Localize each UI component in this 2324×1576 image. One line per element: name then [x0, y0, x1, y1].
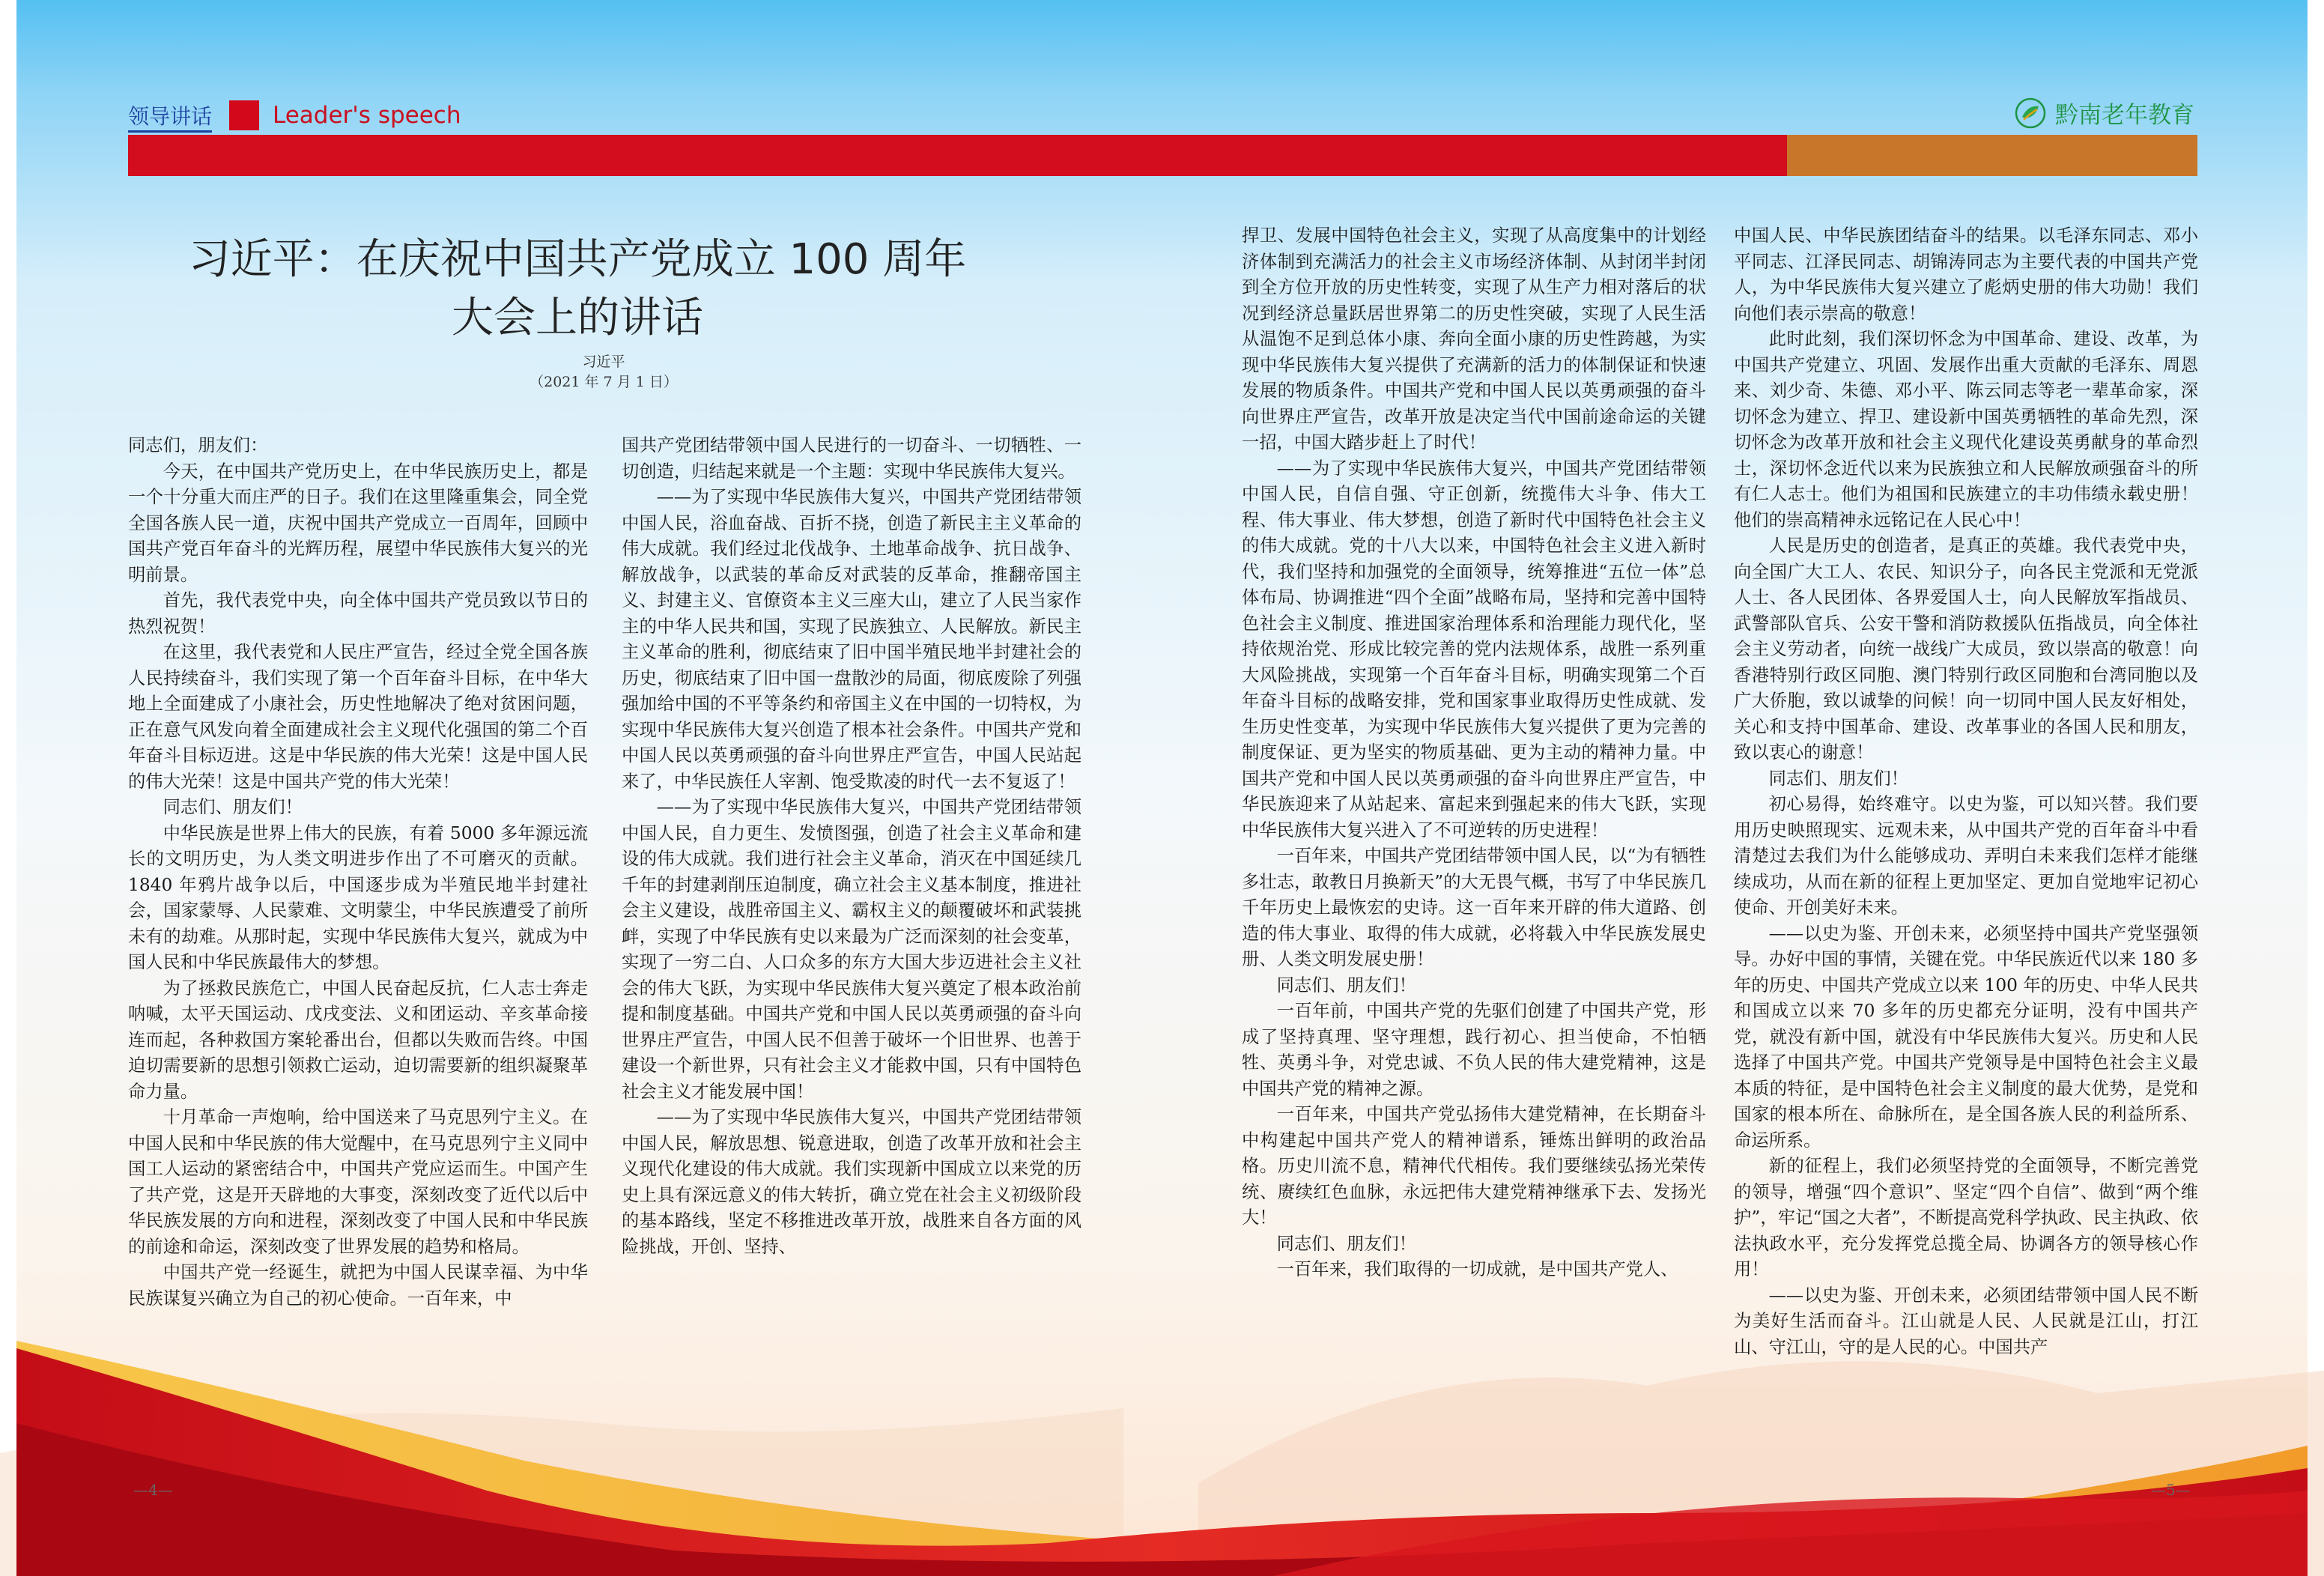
speech-date: （2021 年 7 月 1 日）: [530, 374, 678, 390]
byline: [128, 352, 1079, 393]
paragraph: 此时此刻，我们深切怀念为中国革命、建设、改革，为中国共产党建立、巩固、发展作出重大贡献的毛泽东、周恩来、刘少奇、朱德、邓小平、陈云同志等老一辈革命家，深切怀念为建立、捍卫、建设新中国英勇牺牲的革命先烈，深切怀念为改革开放和社会主义现代化建设英勇献身的革命烈士，深切怀念近代以来为民族独立和人民解放顽强奋斗的所有仁人志士。他们为祖国和民族建立的丰功伟绩永载史册！他们的崇高精神永远铭记在人民心中！: [1734, 329, 2198, 530]
paragraph: 同志们、朋友们！: [1768, 768, 1908, 789]
paragraph: 十月革命一声炮响，给中国送来了马克思列宁主义。在中国人民和中华民族的伟大觉醒中，在马克思列宁主义同中国工人运动的紧密结合中，中国共产党应运而生。中国产生了共产党，这是开天辟地的大事变，深刻改变了近代以后中华民族发展的方向和进程，深刻改变了中国人民和中华民族的前途和命运，深刻改变了世界发展的趋势和格局。: [128, 1107, 588, 1257]
brand: [2015, 96, 2194, 130]
text-column-3: [1242, 223, 1706, 1283]
paragraph: 中国人民、中华民族团结奋斗的结果。以毛泽东同志、邓小平同志、江泽民同志、胡锦涛同志为主要代表的中国共产党人，为中华民族伟大复兴建立了彪炳史册的伟大功勋！我们向他们表示崇高的敬意！: [1734, 225, 2198, 324]
paragraph: 为了拯救民族危亡，中国人民奋起反抗，仁人志士奔走呐喊，太平天国运动、戊戌变法、义和团运动、辛亥革命接连而起，各种救国方案轮番出台，但都以失败而告终。中国迫切需要新的思想引领救亡运动，迫切需要新的组织凝聚革命力量。: [128, 978, 588, 1102]
paragraph: 人民是历史的创造者，是真正的英雄。我代表党中央，向全国广大工人、农民、知识分子，向各民主党派和无党派人士、各人民团体、各界爱国人士，向人民解放军指战员、武警部队官兵、公安干警和消防救援队伍指战员，向全体社会主义劳动者，向统一战线广大成员，致以崇高的敬意！向香港特别行政区同胞、澳门特别行政区同胞和台湾同胞以及广大侨胞，致以诚挚的问候！向一切同中国人民友好相处，关心和支持中国革命、建设、改革事业的各国人民和朋友，致以衷心的谢意！: [1734, 536, 2198, 763]
paragraph: ——为了实现中华民族伟大复兴，中国共产党团结带领中国人民，自信自强、守正创新，统揽伟大斗争、伟大工程、伟大事业、伟大梦想，创造了新时代中国特色社会主义的伟大成就。党的十八大以来，中国特色社会主义进入新时代，我们坚持和加强党的全面领导，统筹推进“五位一体”总体布局、协调推进“四个全面”战略布局，坚持和完善中国特色社会主义制度、推进国家治理体系和治理能力现代化，坚持依规治党、形成比较完善的党内法规体系，战胜一系列重大风险挑战，实现第一个百年奋斗目标，明确实现第二个百年奋斗目标的战略安排，党和国家事业取得历史性成就、发生历史性变革，为实现中华民族伟大复兴提供了更为完善的制度保证、更为坚实的物质基础、更为主动的精神力量。中国共产党和中国人民以英勇顽强的奋斗向世界庄严宣告，中华民族迎来了从站起来、富起来到强起来的伟大飞跃，实现中华民族伟大复兴进入了不可逆转的历史进程！: [1242, 458, 1706, 840]
paragraph: 一百年前，中国共产党的先驱们创建了中国共产党，形成了坚持真理、坚守理想，践行初心、担当使命，不怕牺牲、英勇斗争，对党忠诚、不负人民的伟大建党精神，这是中国共产党的精神之源。: [1242, 1001, 1706, 1099]
paragraph: 中华民族是世界上伟大的民族，有着 5000 多年源远流长的文明历史，为人类文明进步作出了不可磨灭的贡献。1840 年鸦片战争以后，中国逐步成为半殖民地半封建社会，国家蒙辱、人民蒙难、文明蒙尘，中华民族遭受了前所未有的劫难。从那时起，实现中华民族伟大复兴，就成为中国人民和中华民族最伟大的梦想。: [128, 822, 588, 972]
header-bar-orange: [1787, 135, 2197, 176]
paragraph: 同志们、朋友们！: [1276, 1233, 1416, 1254]
brand-name: 黔南老年教育: [2055, 102, 2194, 129]
paragraph: 一百年来，中国共产党弘扬伟大建党精神，在长期奋斗中构建起中国共产党人的精神谱系，锤炼出鲜明的政治品格。历史川流不息，精神代代相传。我们要继续弘扬光荣传统、赓续红色血脉，永远把伟大建党精神继承下去、发扬光大！: [1242, 1104, 1706, 1228]
text-column-1: [128, 433, 588, 1312]
leaf-logo-icon: [2015, 97, 2046, 129]
page-number-right: —5—: [2151, 1481, 2191, 1499]
paragraph: ——为了实现中华民族伟大复兴，中国共产党团结带领中国人民，自力更生、发愤图强，创造了社会主义革命和建设的伟大成就。我们进行社会主义革命，消灭在中国延续几千年的封建剥削压迫制度，确立社会主义基本制度，推进社会主义建设，战胜帝国主义、霸权主义的颠覆破坏和武装挑衅，实现了中华民族有史以来最为广泛而深刻的社会变革，实现了一穷二白、人口众多的东方大国大步迈进社会主义社会的伟大飞跃，为实现中华民族伟大复兴奠定了根本政治前提和制度基础。中国共产党和中国人民以英勇顽强的奋斗向世界庄严宣告，中国人民不但善于破坏一个旧世界、也善于建设一个新世界，只有社会主义才能救中国，只有中国特色社会主义才能发展中国！: [622, 797, 1081, 1102]
paragraph: ——以史为鉴、开创未来，必须坚持中国共产党坚强领导。办好中国的事情，关键在党。中华民族近代以来 180 多年的历史、中国共产党成立以来 100 年的历史、中华人民共和国成立以来 70 多年的历史都充分证明，没有中国共产党，就没有新中国，就没有中华民族伟大复兴。历史和人民选择了中国共产党。中国共产党领导是中国特色社会主义最本质的特征，是中国特色社会主义制度的最大优势，是党和国家的根本所在、命脉所在，是全国各族人民的利益所系、命运所系。: [1734, 923, 2198, 1151]
paragraph: 初心易得，始终难守。以史为鉴，可以知兴替。我们要用历史映照现实、远观未来，从中国共产党的百年奋斗中看清楚过去我们为什么能够成功、弄明白未来我们怎样才能继续成功，从而在新的征程上更加坚定、更加自觉地牢记初心使命、开创美好未来。: [1734, 794, 2198, 918]
text-column-4: [1734, 223, 2198, 1360]
paragraph: 同志们、朋友们！: [163, 797, 303, 817]
title-line-1: 习近平：在庆祝中国共产党成立 100 周年: [188, 235, 967, 284]
paragraph: 同志们，朋友们：: [128, 435, 268, 455]
paragraph: 今天，在中国共产党历史上，在中华民族历史上，都是一个十分重大而庄严的日子。我们在这里隆重集会，同全党全国各族人民一道，庆祝中国共产党成立一百周年，回顾中国共产党百年奋斗的光辉历程，展望中华民族伟大复兴的光明前景。: [128, 461, 588, 585]
paragraph: 捍卫、发展中国特色社会主义，实现了从高度集中的计划经济体制到充满活力的社会主义市场经济体制、从封闭半封闭到全方位开放的历史性转变，实现了从生产力相对落后的状况到经济总量跃居世界第二的历史性突破，实现了人民生活从温饱不足到总体小康、奔向全面小康的历史性跨越，为实现中华民族伟大复兴提供了充满新的活力的体制保证和快速发展的物质条件。中国共产党和中国人民以英勇顽强的奋斗向世界庄严宣告，改革开放是决定当代中国前途命运的关键一招，中国大踏步赶上了时代！: [1242, 225, 1706, 452]
section-label-en: Leader's speech: [273, 102, 461, 129]
paragraph: ——为了实现中华民族伟大复兴，中国共产党团结带领中国人民，浴血奋战、百折不挠，创造了新民主主义革命的伟大成就。我们经过北伐战争、土地革命战争、抗日战争、解放战争，以武装的革命反对武装的反革命，推翻帝国主义、封建主义、官僚资本主义三座大山，建立了人民当家作主的中华人民共和国，实现了民族独立、人民解放。新民主主义革命的胜利，彻底结束了旧中国半殖民地半封建社会的历史，彻底结束了旧中国一盘散沙的局面，彻底废除了列强强加给中国的不平等条约和帝国主义在中国的一切特权，为实现中华民族伟大复兴创造了根本社会条件。中国共产党和中国人民以英勇顽强的奋斗向世界庄严宣告，中国人民站起来了，中华民族任人宰割、饱受欺凌的时代一去不复返了！: [622, 487, 1081, 792]
paragraph: 同志们、朋友们！: [1276, 975, 1416, 995]
paragraph: ——以史为鉴、开创未来，必须团结带领中国人民不断为美好生活而奋斗。江山就是人民、人民就是江山，打江山、守江山，守的是人民的心。中国共产: [1734, 1285, 2198, 1357]
paragraph: 中国共产党一经诞生，就把为中国人民谋幸福、为中华民族谋复兴确立为自己的初心使命。一百年来，中: [128, 1262, 588, 1309]
title-line-2: 大会上的讲话: [452, 294, 703, 342]
paragraph: 一百年来，中国共产党团结带领中国人民，以“为有牺牲多壮志，敢教日月换新天”的大无畏气概，书写了中华民族几千年历史上最恢宏的史诗。这一百年来开辟的伟大道路、创造的伟大事业、取得的伟大成就，必将载入中华民族发展史册、人类文明发展史册！: [1242, 846, 1706, 969]
paragraph: 首先，我代表党中央，向全体中国共产党员致以节日的热烈祝贺！: [128, 590, 588, 637]
section-marker: [229, 100, 259, 130]
paragraph: 在这里，我代表党和人民庄严宣告，经过全党全国各族人民持续奋斗，我们实现了第一个百年奋斗目标，在中华大地上全面建成了小康社会，历史性地解决了绝对贫困问题，正在意气风发向着全面建成社会主义现代化强国的第二个百年奋斗目标迈进。这是中华民族的伟大光荣！这是中国人民的伟大光荣！这是中国共产党的伟大光荣！: [128, 642, 588, 792]
paragraph: 一百年来，我们取得的一切成就，是中国共产党人、: [1276, 1259, 1678, 1279]
paragraph: 新的征程上，我们必须坚持党的全面领导，不断完善党的领导，增强“四个意识”、坚定“四个自信”、做到“两个维护”，牢记“国之大者”，不断提高党科学执政、民主执政、依法执政水平，充分发挥党总揽全局、协调各方的领导核心作用！: [1734, 1156, 2198, 1279]
text-column-2: [622, 433, 1081, 1260]
paragraph: 国共产党团结带领中国人民进行的一切奋斗、一切牺牲、一切创造，归结起来就是一个主题：实现中华民族伟大复兴。: [622, 435, 1081, 482]
section-label-cn: 领导讲话: [128, 103, 212, 133]
author: 习近平: [582, 354, 625, 370]
header-bar-red: [128, 135, 1787, 176]
paragraph: ——为了实现中华民族伟大复兴，中国共产党团结带领中国人民，解放思想、锐意进取，创造了改革开放和社会主义现代化建设的伟大成就。我们实现新中国成立以来党的历史上具有深远意义的伟大转折，确立党在社会主义初级阶段的基本路线，坚定不移推进改革开放，战胜来自各方面的风险挑战，开创、坚持、: [622, 1107, 1081, 1257]
page-number-left: —4—: [133, 1481, 173, 1499]
article-title: [128, 231, 1027, 348]
